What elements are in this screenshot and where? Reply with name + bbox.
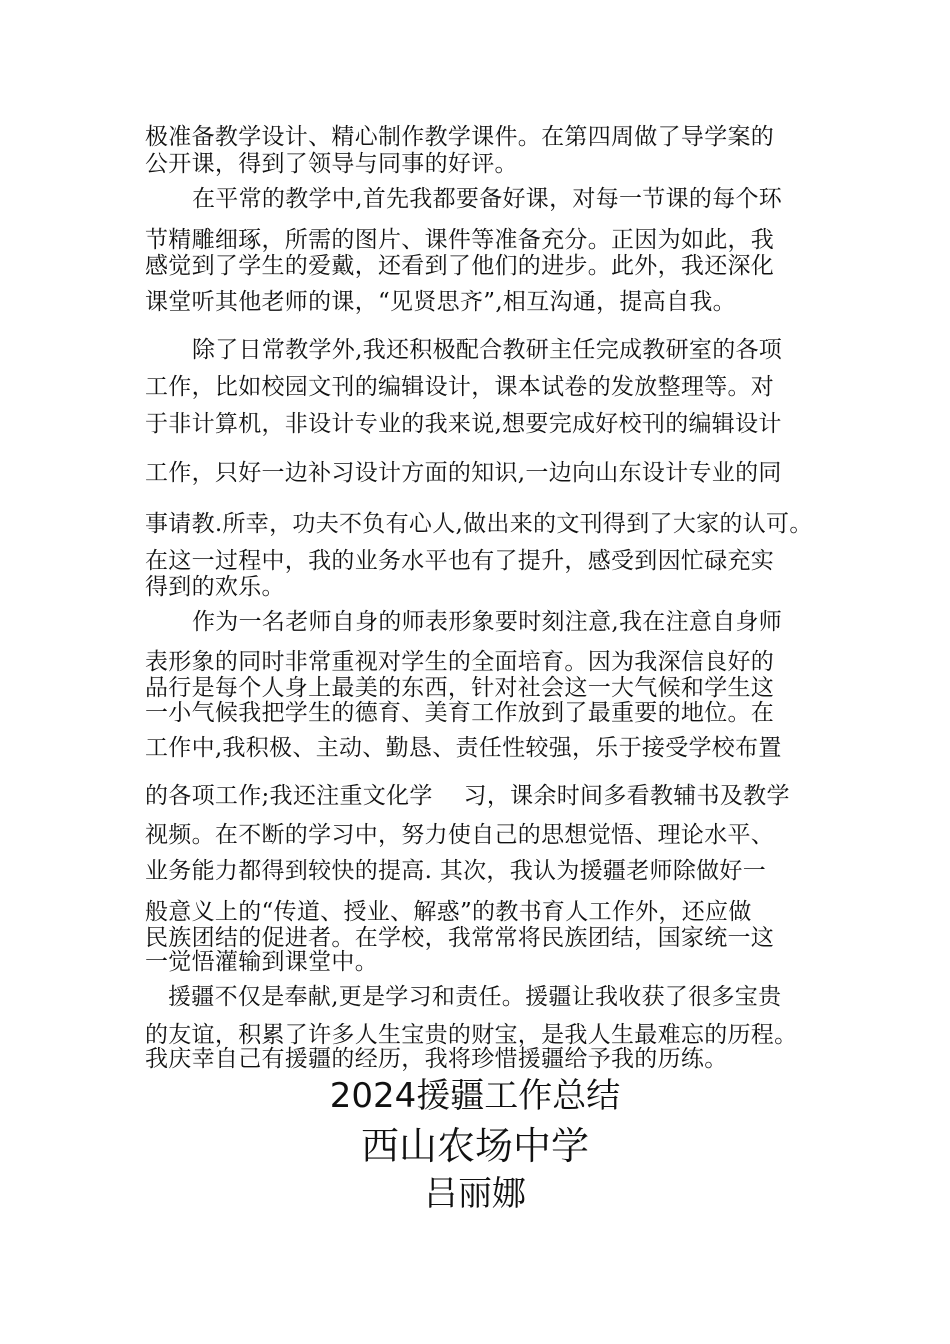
text-line: 节精雕细琢，所需的图片、课件等准备充分。正因为如此，我 [145,227,775,253]
text-line: 品行是每个人身上最美的东西，针对社会这一大气候和学生这 [145,675,775,701]
text-line: 民族团结的促进者。在学校，我常常将民族团结，国家统一这 [145,925,775,951]
school-name: 西山农场中学 [360,1124,589,1168]
text-line: 除了日常教学外,我还积极配合教研主任完成教研室的各项 [192,337,783,363]
text-line: 表形象的同时非常重视对学生的全面培育。因为我深信良好的 [145,649,775,675]
text-line: 作为一名老师自身的师表形象要时刻注意,我在注意自身师 [192,609,783,635]
text-line: 一觉悟灌输到课堂中。 [145,949,378,975]
text-line: 得到的欢乐。 [145,574,285,600]
text-line: 课堂听其他老师的课，“见贤思齐”,相互沟通，提高自我。 [145,289,736,315]
text-line: 感觉到了学生的爱戴，还看到了他们的进步。此外，我还深化 [145,253,775,279]
text-line: 一小气候我把学生的德育、美育工作放到了最重要的地位。在 [145,700,775,726]
text-line: 在平常的教学中,首先我都要备好课，对每一节课的每个环 [192,186,783,212]
text-line: 我庆幸自己有援疆的经历，我将珍惜援疆给予我的历练。 [145,1046,728,1072]
text-line: 的友谊，积累了许多人生宝贵的财宝，是我人生最难忘的历程。 [145,1022,798,1048]
document-title: 2024援疆工作总结 [329,1076,621,1116]
text-line: 在这一过程中，我的业务水平也有了提升，感受到因忙碌充实 [145,548,775,574]
text-line: 极准备教学设计、精心制作教学课件。在第四周做了导学案的 [145,124,775,150]
text-line: 公开课，得到了领导与同事的好评。 [145,151,518,177]
text-line: 事请教.所幸，功夫不负有心人,做出来的文刊得到了大家的认可。 [145,511,813,537]
text-line: 援疆不仅是奉献,更是学习和责任。援疆让我收获了很多宝贵 [168,984,782,1010]
text-line: 般意义上的“传道、授业、解惑”的教书育人工作外，还应做 [145,899,752,925]
text-line: 业务能力都得到较快的提高. 其次，我认为援疆老师除做好一 [145,858,767,884]
text-line: 工作，只好一边补习设计方面的知识,一边向山东设计专业的同 [145,460,782,486]
text-line: 的各项工作;我还注重文化学 习，课余时间多看教辅书及教学 [145,783,790,809]
author-name: 吕丽娜 [424,1174,526,1214]
text-line: 工作，比如校园文刊的编辑设计，课本试卷的发放整理等。对 [145,374,775,400]
text-line: 视频。在不断的学习中，努力使自己的思想觉悟、理论水平、 [145,822,775,848]
text-line: 于非计算机，非设计专业的我来说,想要完成好校刊的编辑设计 [145,411,782,437]
text-line: 工作中,我积极、主动、勤恳、责任性较强，乐于接受学校布置 [145,735,782,761]
